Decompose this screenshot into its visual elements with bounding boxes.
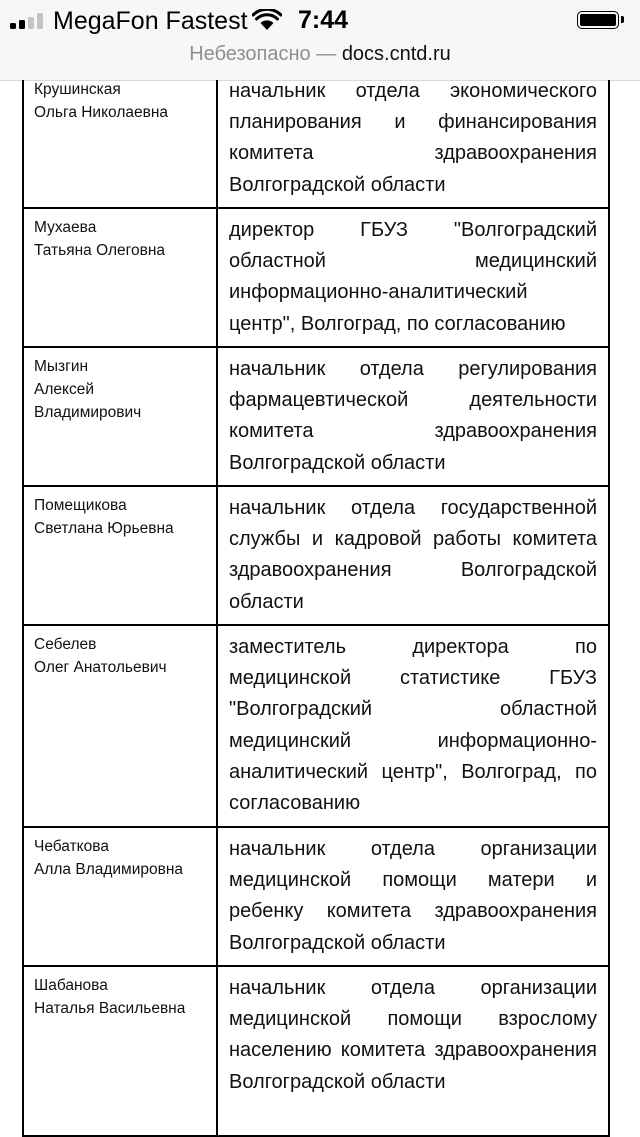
member-name: Мухаева Татьяна Олеговна (34, 219, 166, 259)
member-role: начальник отдела регулирования фармацевтической деятельности комитета здравоохранения Волгоградской области (229, 358, 597, 474)
member-name: Шабанова Наталья Васильевна (34, 977, 186, 1017)
url-domain: docs.cntd.ru (341, 43, 451, 65)
member-role: начальник отдела государственной службы и кадровой работы комитета здравоохранения Волгоградской области (229, 497, 597, 613)
url-separator: — (310, 43, 342, 65)
member-name: Помещикова Светлана Юрьевна (34, 497, 174, 537)
member-role: заместитель директора по медицинской статистике ГБУЗ "Волгоградский областной медицинский информационно-аналитический центр", Волгоград, по согласованию (229, 636, 597, 815)
member-role: директор ГБУЗ "Волгоградский областной медицинский информационно-аналитический центр", Волгоград, по согласованию (229, 219, 597, 335)
wifi-icon (252, 9, 282, 31)
member-role: начальник отдела экономического планирования и финансирования комитета здравоохранения Волгоградской области (229, 80, 597, 196)
table-row (0, 626, 640, 828)
clock: 7:44 (298, 6, 349, 34)
browser-top-bar (0, 0, 640, 81)
table-row (0, 348, 640, 487)
address-bar[interactable] (0, 40, 640, 70)
table-row (0, 828, 640, 967)
status-bar (0, 0, 640, 40)
table-row (0, 209, 640, 348)
signal-icon (10, 13, 50, 29)
member-name: Крушинская Ольга Николаевна (34, 81, 169, 121)
table-row (0, 80, 640, 209)
table-row (0, 967, 640, 1137)
member-role: начальник отдела организации медицинской помощи матери и ребенку комитета здравоохранения Волгоградской области (229, 838, 597, 954)
member-name: Себелев Олег Анатольевич (34, 636, 167, 676)
table-row (0, 487, 640, 626)
member-role: начальник отдела организации медицинской помощи взрослому населению комитета здравоохранения Волгоградской области (229, 977, 597, 1093)
member-name: Чебаткова Алла Владимировна (34, 838, 184, 878)
security-label: Небезопасно (189, 43, 311, 65)
members-table (0, 80, 640, 1137)
member-name: Мызгин Алексей Владимирович (34, 358, 142, 421)
carrier-name: MegaFon Fastest (53, 7, 248, 35)
battery-icon (577, 11, 619, 29)
